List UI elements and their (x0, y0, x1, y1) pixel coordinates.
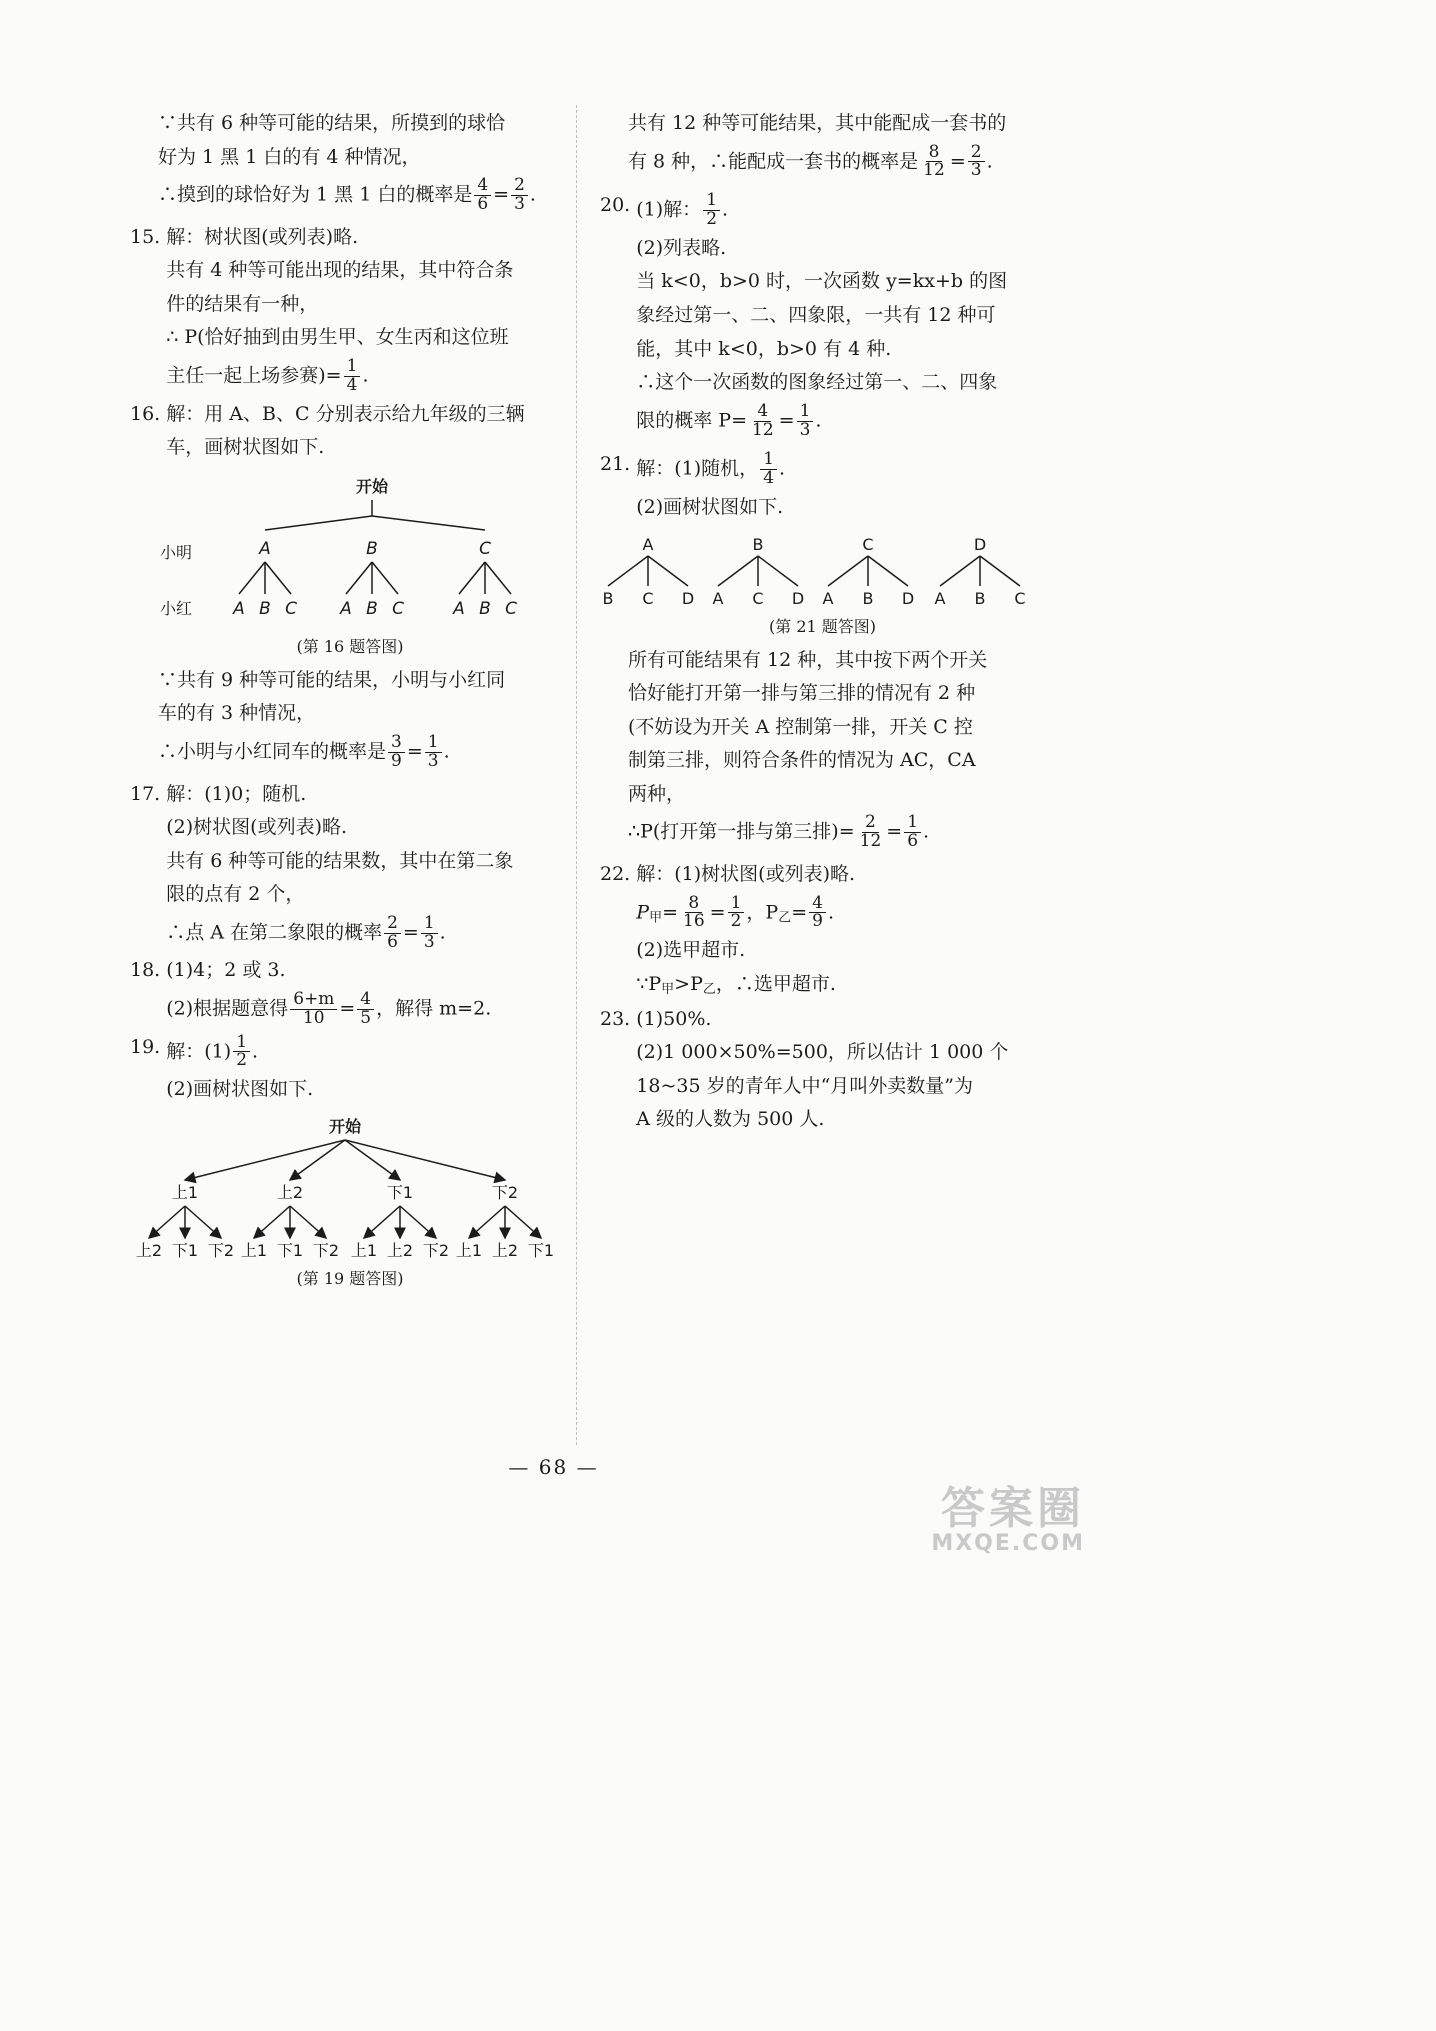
tree-node: 下2 (422, 1240, 450, 1260)
fraction: $\frac{1}{4}$ (344, 358, 361, 395)
fraction: $\frac{1}{3}$ (797, 403, 814, 440)
tree-arrow (290, 1140, 345, 1180)
tree-node: B (259, 598, 271, 619)
question-17 (130, 781, 570, 958)
tree-edge (239, 562, 265, 594)
tree-arrow (400, 1206, 436, 1238)
tree-node: C (752, 588, 764, 608)
answer-line: (1)4；2 或 3. (166, 959, 286, 982)
tree-node: B (366, 598, 378, 619)
question-number: 17. (130, 782, 167, 805)
tree-node: B (752, 534, 764, 554)
answer-line: ∴ P(恰好抽到由男生甲、女生丙和这位班 (166, 326, 509, 349)
question-number: 16. (130, 402, 167, 425)
answer-line: 共有 6 种等可能的结果数，其中在第二象 (166, 849, 514, 872)
answer-line: (2)树状图(或列表)略. (166, 816, 348, 839)
question-number: 21. (600, 453, 637, 476)
tree-node: A (259, 538, 271, 559)
tree-node: B (974, 588, 986, 608)
question-number: 22. (600, 863, 637, 885)
tree-arrow (149, 1206, 185, 1238)
row-label-xiaohong: 小红 (160, 598, 193, 618)
fraction: $\frac{1}{2}$ (703, 192, 720, 229)
tree-node: A (822, 588, 834, 608)
fraction: $\frac{2}{3}$ (511, 177, 528, 214)
answer-line: 车，画树状图如下. (166, 436, 325, 459)
tree-node: A (233, 598, 245, 619)
tree-node: D (973, 534, 987, 554)
watermark-logo-text: 答案圈 (941, 1483, 1085, 1534)
answer-line: (2)列表略. (636, 236, 727, 259)
answer-line: 当 k<0，b>0 时，一次函数 y=kx+b 的图 (636, 270, 1008, 293)
tree-arrow (254, 1206, 290, 1238)
question-16 (130, 401, 570, 468)
answer-line: 限的点有 2 个， (166, 883, 305, 906)
tree-node: C (505, 598, 517, 619)
tree-edge (940, 556, 980, 586)
tree-node: 上1 (240, 1240, 268, 1260)
watermark-url: MXQE.COM (931, 1531, 1085, 1556)
answer-line: ∴P(打开第一排与第三排)= $\frac{2}{12}$ = $\frac{1}{6}$ . (628, 812, 930, 852)
fraction: $\frac{8}{12}$ (923, 141, 945, 181)
tree-edge (608, 556, 648, 586)
tree-edge (485, 562, 511, 594)
tree-node: A (934, 588, 946, 608)
answer-line: (2)1 000×50%=500，所以估计 1 000 个 (636, 1041, 1009, 1064)
tree-edge (718, 556, 758, 586)
tree-node: A (712, 588, 724, 608)
question-21 (600, 451, 1045, 527)
answer-line: (2)根据题意得 $\frac{6+m}{10}$ = $\frac{4}{5}$ ，解得 m=2. (166, 988, 492, 1028)
question-20 (600, 192, 1045, 445)
answer-line: 主任一起上场参赛)= $\frac{1}{4}$ . (166, 355, 369, 395)
column-divider (576, 105, 577, 1445)
answer-line: 两种， (628, 782, 686, 805)
tree-edge (868, 556, 908, 586)
q14-continued-line2: 好为 1 黑 1 白的有 4 种情况， (158, 145, 421, 168)
answer-line: 象经过第一、二、四象限，一共有 12 种可 (636, 304, 996, 327)
answer-line: ∴这个一次函数的图象经过第一、二、四象 (636, 371, 998, 394)
answer-line: 解：树状图(或列表)略. (166, 225, 359, 248)
answer-line: ∴点 A 在第二象限的概率 $\frac{2}{6}$ = $\frac{1}{3}$ . (166, 912, 446, 952)
fraction: $\frac{3}{9}$ (388, 734, 405, 771)
tree-node: B (366, 538, 378, 559)
fraction: $\frac{1}{4}$ (760, 451, 777, 488)
fraction: $\frac{2}{6}$ (384, 915, 401, 952)
tree-node: 下1 (386, 1182, 414, 1202)
tree-edge (372, 516, 485, 530)
answer-line: (1)50%. (636, 1007, 712, 1030)
tree-diagram-16 (130, 472, 570, 632)
tree-root: 开始 (355, 476, 389, 496)
answer-line: 解：用 A、B、C 分别表示给九年级的三辆 (166, 402, 525, 425)
answer-line: 解：(1)0；随机. (166, 782, 307, 805)
tree-node: 上2 (386, 1240, 414, 1260)
tree-node: 下2 (312, 1240, 340, 1260)
answer-line: 解：(1)随机， $\frac{1}{4}$ . (636, 449, 786, 489)
fraction: $\frac{2}{12}$ (859, 812, 882, 852)
answer-line: 车的有 3 种情况， (158, 702, 316, 725)
question-23 (600, 1006, 1045, 1140)
fraction: $\frac{6+m}{10}$ (290, 991, 337, 1028)
fraction: $\frac{4}{12}$ (752, 400, 774, 440)
q14-continued-line1: ∵共有 6 种等可能的结果，所摸到的球恰 (158, 112, 506, 134)
answer-line: (2)选甲超市. (636, 939, 746, 962)
fraction: $\frac{4}{9}$ (809, 895, 826, 932)
answer-line: 限的概率 P= $\frac{4}{12}$ = $\frac{1}{3}$ . (636, 400, 822, 440)
answer-line: A 级的人数为 500 人. (636, 1108, 825, 1131)
question-number: 18. (130, 959, 167, 982)
tree-node: D (901, 588, 915, 608)
tree-node: A (642, 534, 654, 554)
fraction: $\frac{2}{3}$ (968, 144, 985, 181)
question-22 (600, 861, 1045, 1006)
tree-edge (346, 562, 372, 594)
tree-node: 上2 (135, 1240, 163, 1260)
answer-line: 共有 12 种等可能结果，其中能配成一套书的 (628, 112, 1007, 134)
figure-caption-16: (第 16 题答图) (296, 636, 404, 656)
tree-node: B (862, 588, 874, 608)
tree-node: A (453, 598, 465, 619)
tree-root: 开始 (328, 1116, 362, 1136)
tree-node: C (392, 598, 404, 619)
fraction: $\frac{1}{6}$ (904, 814, 921, 851)
answer-line: 解：(1)树状图(或列表)略. (636, 863, 856, 885)
tree-arrow (469, 1206, 505, 1238)
answer-line: $P_甲=$ $\frac{8}{16}$ = $\frac{1}{2}$ ，$P_乙=$ $\frac{4}{9}$ . (636, 892, 834, 932)
tree-node: B (479, 598, 491, 619)
tree-edge (648, 556, 688, 586)
tree-arrow (505, 1206, 541, 1238)
fraction: $\frac{1}{2}$ (728, 895, 745, 932)
tree-arrow (290, 1206, 326, 1238)
answer-line: (2)画树状图如下. (166, 1078, 314, 1101)
tree-node: 下1 (276, 1240, 304, 1260)
q14-conclusion-text: ∴摸到的球恰好为 1 黑 1 白的概率是 (158, 183, 473, 206)
answer-line: ∵共有 9 种等可能的结果，小明与小红同 (158, 668, 506, 691)
tree-node: 上1 (455, 1240, 483, 1260)
right-column (600, 110, 1045, 1140)
answer-line: $\because P_甲>P_乙$，∴选甲超市. (636, 972, 836, 997)
site-watermark (931, 1483, 1085, 1556)
question-number: 19. (130, 1035, 167, 1058)
tree-arrow (185, 1206, 221, 1238)
tree-edge (758, 556, 798, 586)
tree-edge (372, 562, 398, 594)
tree-edge (265, 562, 291, 594)
tree-diagram-19 (130, 1114, 570, 1264)
tree-node: C (479, 538, 491, 559)
tree-arrow (345, 1140, 505, 1180)
tree-arrow (345, 1140, 400, 1180)
left-column (130, 110, 570, 1299)
tree-node: C (642, 588, 654, 608)
fraction: $\frac{1}{2}$ (233, 1034, 250, 1071)
answer-line: (1)解： $\frac{1}{2}$ . (636, 190, 729, 230)
tree-node: 上1 (171, 1182, 199, 1202)
tree-node: B (602, 588, 614, 608)
answer-line: 能，其中 k<0，b>0 有 4 种. (636, 337, 892, 360)
figure-caption-21: (第 21 题答图) (768, 616, 877, 636)
answer-line: 制第三排，则符合条件的情况为 AC，CA (628, 749, 976, 772)
answer-line: 有 8 种，∴能配成一套书的概率是 $\frac{8}{12}$ = $\frac{2}{3}$ . (628, 141, 993, 181)
tree-edge (980, 556, 1020, 586)
figure-caption-19: (第 19 题答图) (296, 1268, 404, 1288)
answer-line: (不妨设为开关 A 控制第一排，开关 C 控 (628, 715, 973, 738)
question-number: 15. (130, 225, 167, 248)
tree-arrow (185, 1140, 345, 1180)
tree-edge (459, 562, 485, 594)
answer-line: 恰好能打开第一排与第三排的情况有 2 种 (628, 682, 976, 705)
fraction: $\frac{1}{3}$ (425, 734, 442, 771)
answer-line: 所有可能结果有 12 种，其中按下两个开关 (628, 648, 988, 671)
answer-line: 解：(1) $\frac{1}{2}$ . (166, 1031, 259, 1071)
answer-line: ∴小明与小红同车的概率是 $\frac{3}{9}$ = $\frac{1}{3}$ . (158, 731, 450, 771)
answer-line: 18~35 岁的青年人中“月叫外卖数量”为 (636, 1074, 974, 1097)
fraction: $\frac{4}{5}$ (357, 991, 374, 1028)
q14-conclusion: ∴摸到的球恰好为 1 黑 1 白的概率是 $\frac{4}{6}$ = $\frac{2}{3}$ . (158, 175, 536, 214)
tree-node: C (1014, 588, 1026, 608)
answer-line: 共有 4 种等可能出现的结果，其中符合条 (166, 259, 514, 282)
tree-edge (828, 556, 868, 586)
tree-node: D (681, 588, 695, 608)
tree-node: 下2 (207, 1240, 235, 1260)
tree-node: 下1 (527, 1240, 555, 1260)
tree-arrow (364, 1206, 400, 1238)
fraction: $\frac{8}{16}$ (683, 892, 705, 932)
tree-node: A (340, 598, 352, 619)
question-number: 23. (600, 1007, 637, 1030)
question-number: 20. (600, 194, 637, 217)
question-15 (130, 224, 570, 401)
tree-node: C (862, 534, 874, 554)
page-number: — 68 — (508, 1455, 599, 1479)
row-label-xiaoming: 小明 (160, 542, 193, 562)
tree-diagram-21 (600, 532, 1045, 612)
answer-line: (2)画树状图如下. (636, 496, 784, 519)
tree-node: 上2 (491, 1240, 519, 1260)
fraction: $\frac{1}{3}$ (421, 915, 438, 952)
question-18 (130, 957, 570, 1033)
fraction: $\frac{4}{6}$ (474, 177, 491, 214)
tree-edge (265, 516, 372, 530)
question-19 (130, 1031, 570, 1110)
tree-node: C (285, 598, 297, 619)
tree-node: 上1 (350, 1240, 378, 1260)
tree-node: 上2 (276, 1182, 304, 1202)
tree-node: 下2 (491, 1182, 519, 1202)
answer-line: 件的结果有一种， (166, 292, 319, 315)
tree-node: 下1 (171, 1240, 199, 1260)
tree-node: D (791, 588, 805, 608)
